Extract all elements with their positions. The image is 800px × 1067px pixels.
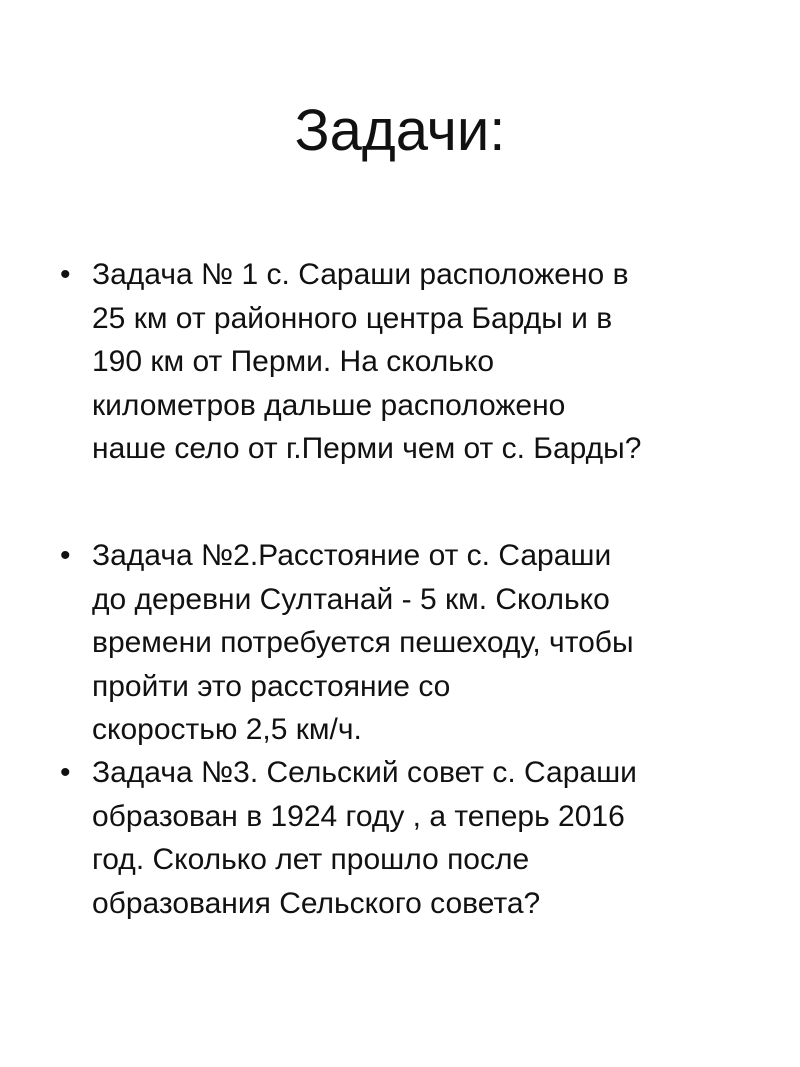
task-text-3: Задача №3. Сельский совет с. Сараши образован в 1924 году , а теперь 2016 год. Сколько лет прошло после образования Сельского совета? <box>92 756 637 920</box>
task-text-1: Задача № 1 с. Сараши расположено в 25 км от районного центра Барды и в 190 км от Перми. На сколько километров дальше расположено наше село от г.Перми чем от с. Барды? <box>92 258 642 465</box>
task-text-2: Задача №2.Расстояние от с. Сараши до деревни Султанай - 5 км. Сколько времени потребуется пешеходу, чтобы пройти это расстояние со скоростью 2,5 км/ч. <box>92 539 634 746</box>
bullet-icon: • <box>60 756 71 789</box>
task-item-2 <box>60 534 760 752</box>
bullet-icon: • <box>60 258 71 291</box>
task-item-1 <box>60 253 760 471</box>
slide-title: Задачи: <box>294 98 506 163</box>
task-item-3 <box>60 751 760 925</box>
bullet-icon: • <box>60 539 71 572</box>
